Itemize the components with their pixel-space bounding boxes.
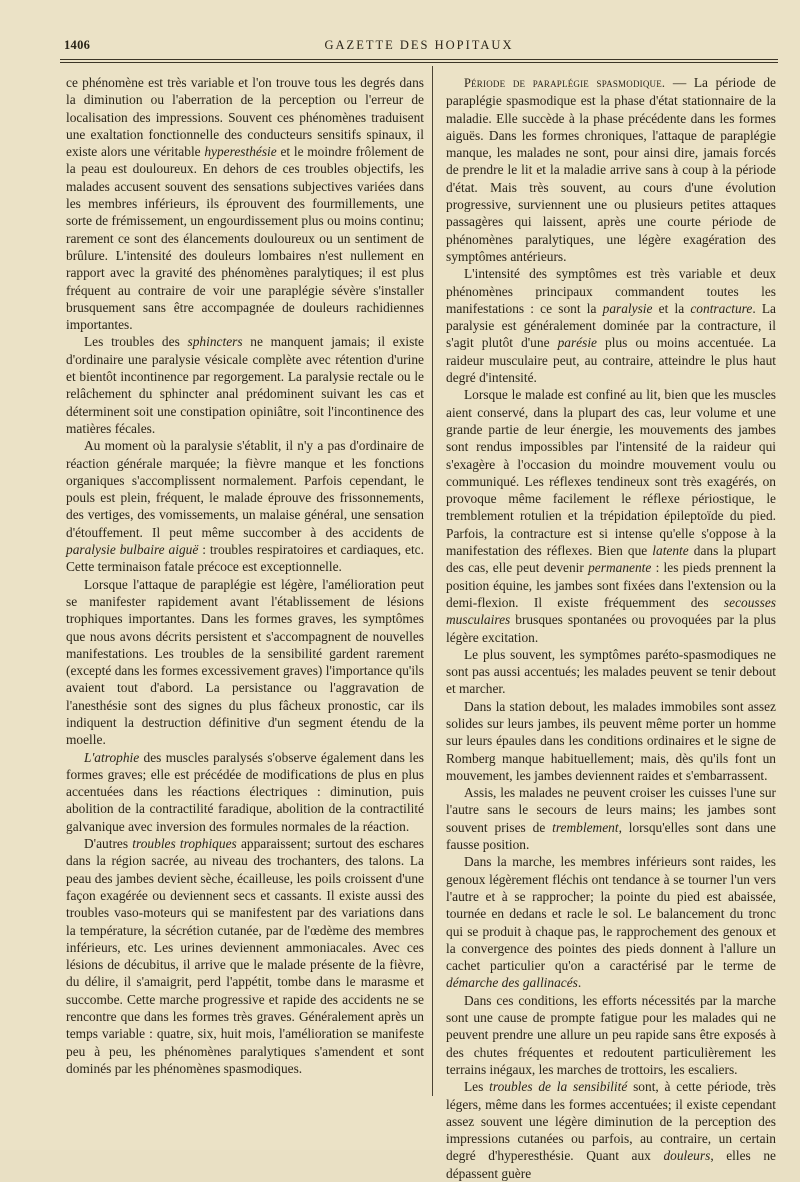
text-run: : les pieds prennent la position équine, les jambes sont fixées dans l'extension ou la demi-flexion. Il existe fréquemment des: [446, 560, 776, 610]
text-run: Les: [464, 1079, 490, 1095]
text-run: — La période de paraplégie spasmodique est la phase d'état stationnaire de la maladie. Elle succède à la phase précédente dans les formes aiguës. Dans les formes chroniques, l'attaque de paraplégie manque, les malades ne sont, pour ainsi dire, jamais forcés de prendre le lit et la maladie arrive sans à coup à la période d'état. Mais très souvent, au cours d'une évolution progressive, surviennent une ou plusieurs petites attaques passagères qui laissent, après une courte période de phénomènes paralytiques, une légère exagération des symptômes antérieurs.: [446, 75, 776, 264]
text-run: apparaissent; surtout des eschares dans la région sacrée, au niveau des trochanters, des talons. La peau des jambes devient sèche, écailleuse, les poils croissent d'une façon exagérée ou deviennent secs et cassants. Il existe aussi des troubles vaso-moteurs qui se manifestent par des variations dans la température, la sécrétion cutanée, par de l'œdème des membres inférieurs, etc. Les urines deviennent ammoniacales. Avec ces lésions de décubitus, il arrive que le malade présente de la fièvre, du délire, il s'amaigrit, perd l'appétit, tombe dans le marasme et succombe. Cette marche progressive et rapide des accidents ne se rencontre que dans les formes très graves. Généralement après un temps variable : quatre, six, huit mois, l'amélioration se manifeste peu à peu, les phénomènes paralytiques s'amendent et sont dominés par les phénomènes spasmodiques.: [66, 836, 424, 1076]
italic-term: L'atrophie: [84, 749, 140, 765]
paragraph: [66, 835, 424, 1077]
paragraph: [446, 386, 776, 645]
paragraph: [446, 784, 776, 853]
text-run: : troubles respiratoires et cardiaques, etc. Cette terminaison fatale précoce est exceptionnelle.: [66, 542, 424, 575]
text-run: et le moindre frôlement de la peau est douloureux. En dehors de ces troubles objectifs, les malades accusent souvent des sensations subjectives variées dans les membres inférieurs, ils éprouvent des fourmillements, une sorte de frémissement, un engourdissement plus ou moins continu; rarement ce sont des élancements douloureux ou un sentiment de brûlure. L'intensité des douleurs lombaires n'est nullement en rapport avec la gravité des phénomènes paralytiques; il est plus fréquent au contraire de voir une paraplégie sévère s'installer brusquement sans être accompagnée de douleurs rachidiennes importantes.: [66, 144, 424, 333]
paragraph: [446, 698, 776, 784]
text-run: Lorsque le malade est confiné au lit, bien que les muscles aient conservé, dans la plupart des cas, leur volume et une grande partie de leur énergie, les mouvements des jambes sont rendus impossibles par l'intensité de la raideur qui s'exagère à l'occasion du moindre mouvement voulu ou communiqué. Les réflexes tendineux sont très exagérés, on provoque même facilement le réflexe périostique, le tremblement rotulien et la trépidation épileptoïde du pied. Parfois, la contracture est si intense qu'elle s'oppose à la manifestation des réflexes. Bien que: [446, 387, 776, 559]
text-run: Dans la station debout, les malades immobiles sont assez solides sur leurs jambes, ils peuvent même porter un homme sur leurs épaules dans les conditions ordinaires et le signe de Romberg manque habituellement; mais, dès qu'ils font un mouvement, les jambes deviennent raides et s'embarrassent.: [446, 698, 776, 783]
italic-term: parésie: [557, 335, 597, 351]
italic-term: hyperesthésie: [204, 144, 277, 160]
paragraph: [446, 265, 776, 386]
text-run: , elles ne dépassent guère: [446, 1148, 776, 1181]
page-number: 1406: [64, 38, 91, 52]
paragraph: [66, 74, 424, 333]
italic-term: troubles de la sensibilité: [489, 1079, 628, 1095]
journal-title: GAZETTE DES HOPITAUX: [324, 38, 514, 52]
text-run: . La paralysie est généralement dominée par la contracture, il s'agit plutôt d'une: [446, 300, 776, 351]
page-header: [60, 34, 778, 60]
header-rule-thin: [60, 62, 778, 63]
text-run: ce phénomène est très variable et l'on trouve tous les degrés dans la diminution ou l'aberration de la perception ou l'erreur de localisation des impressions. Souvent ces phénomènes traduisent une exaltation fonctionnelle des conducteurs sensitifs spinaux, il existe alors une véritable: [66, 75, 424, 160]
paragraph: [66, 576, 424, 749]
italic-term: sphincters: [187, 334, 243, 350]
text-run: , lorsqu'elles sont dans une fausse position.: [446, 819, 776, 853]
paragraph: [446, 992, 776, 1078]
italic-term: démarche des gallinacés: [446, 975, 578, 991]
italic-term: paralysie bulbaire aiguë: [66, 542, 199, 558]
italic-term: latente: [652, 543, 689, 559]
left-column: [66, 74, 424, 1077]
text-run: Dans la marche, les membres inférieurs sont raides, les genoux légèrement fléchis ont tendance à se tourner l'un vers l'autre et à se rapprocher; la pointe du pied est abaissée, tournée en dedans et racle le sol. Le balancement du tronc qui se produit à chaque pas, le rapprochement des genoux et la convergence des pointes des pieds donnent à l'allure un cachet particulier qu'on a caractérisé par le terme de: [446, 854, 776, 974]
paragraph: [446, 853, 776, 991]
italic-term: contracture: [690, 300, 753, 316]
paragraph: [446, 1078, 776, 1182]
text-run: Au moment où la paralysie s'établit, il n'y a pas d'ordinaire de réaction générale marquée; la fièvre manque et les fonctions organiques s'accomplissent normalement. Parfois cependant, le pouls est plein, fréquent, le malade éprouve des frissonnements, des vertiges, des vomissements, un malaise général, une sensation d'étouffement. Il peut même succomber à des accidents de: [66, 438, 424, 540]
text-run: Lorsque l'attaque de paraplégie est légère, l'amélioration peut se manifester rapidement avant l'établissement de lésions trophiques importantes. Dans les formes graves, les symptômes que nous avons décrits persistent et s'accompagnent de nouvelles manifestations. Les troubles de la sensibilité gardent rarement (excepté dans les formes excessivement graves) l'importance qu'ils avaient tout d'abord. La persistance ou l'aggravation de l'anesthésie sont des signes du plus fâcheux pronostic, car ils indiquent la destruction définitive d'un segment étendu de la moelle.: [66, 576, 424, 748]
text-run: Dans ces conditions, les efforts nécessités par la marche sont une cause de prompte fatigue pour les malades qui ne peuvent prendre une allure un peu rapide sans être exposés à des chutes fréquentes et redoutent particulièrement les terrains inégaux, les marches de trottoirs, les escaliers.: [446, 992, 776, 1077]
text-run: ne manquent jamais; il existe d'ordinaire une paralysie vésicale complète avec rétention d'urine et bientôt incontinence par regorgement. La paralysie rectale ou le relâchement du sphincter anal prédominent suivant les cas et déterminent soit une constipation opiniâtre, soit l'incontinence des matières fécales.: [66, 334, 424, 436]
paragraph: [66, 437, 424, 575]
italic-term: secousses musculaires: [446, 594, 776, 628]
italic-term: troubles trophiques: [132, 836, 237, 852]
italic-term: permanente: [588, 560, 652, 576]
text-run: sont, à cette période, très légers, même dans les formes accentuées; il existe cependant assez souvent une légère diminution de la perception des impressions cutanées ou parfois, au contraire, un certain degré d'hyperesthésie. Quant aux: [446, 1079, 777, 1164]
header-rule: [60, 59, 778, 60]
text-run: plus ou moins accentuée. La raideur musculaire peut, au contraire, atteindre le plus haut degré d'intensité.: [446, 335, 776, 386]
text-run: brusques spontanées ou provoquées par la plus légère excitation.: [446, 612, 776, 645]
text-run: et la: [652, 300, 691, 316]
italic-term: paralysie: [602, 300, 653, 316]
column-divider: [432, 66, 433, 1096]
paragraph: [66, 749, 424, 835]
text-run: Le plus souvent, les symptômes paréto-spasmodiques ne sont pas aussi accentués; les malades peuvent se tenir debout et marcher.: [446, 646, 776, 697]
paragraph: [446, 646, 776, 698]
italic-term: douleurs: [663, 1148, 711, 1164]
section-heading: Période de paraplégie spasmodique.: [464, 76, 666, 90]
italic-term: tremblement: [552, 819, 619, 835]
text-run: des muscles paralysés s'observe également dans les formes graves; elle est précédée de modifications de plus en plus accentuées dans les réactions électriques : diminution, puis abolition de la contractilité faradique, abolition de la contractilité galvanique avec inversion des formules normales de la réaction.: [66, 749, 424, 834]
paragraph: [446, 74, 776, 265]
right-column: [446, 74, 776, 1182]
text-run: Les troubles des: [84, 334, 188, 350]
text-run: dans la plupart des cas, elle peut devenir: [446, 543, 776, 576]
paragraph: [66, 333, 424, 437]
text-run: L'intensité des symptômes est très variable et deux phénomènes principaux commandent toutes les manifestations : ce sont la: [446, 266, 776, 316]
text-run: D'autres: [84, 836, 133, 852]
text-run: Assis, les malades ne peuvent croiser les cuisses l'une sur l'autre sans le secours de leurs mains; les jambes sont souvent prises de: [446, 785, 776, 835]
text-run: .: [577, 975, 582, 991]
